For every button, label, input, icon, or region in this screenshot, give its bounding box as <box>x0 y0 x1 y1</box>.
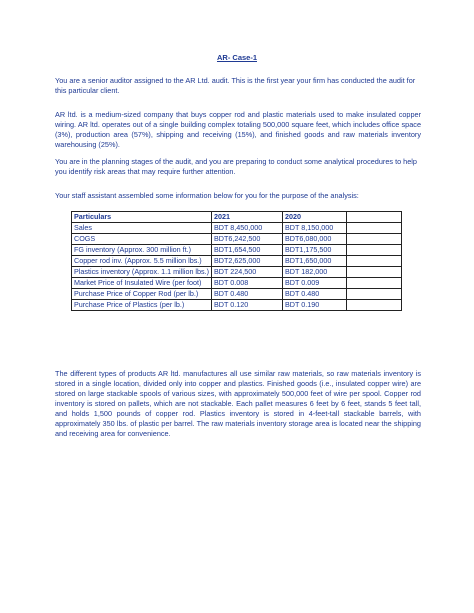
intro-paragraph: You are a senior auditor assigned to the AR Ltd. audit. This is the first year your firm has conducted the audit for this particular client. <box>55 76 416 95</box>
table-cell: BDT6,080,000 <box>283 234 347 245</box>
table-cell: BDT1,650,000 <box>283 256 347 267</box>
table-cell: BDT 224,500 <box>212 267 283 278</box>
table-cell <box>347 256 402 267</box>
table-cell: BDT 0.120 <box>212 300 283 311</box>
table-header-cell: Particulars <box>72 212 212 223</box>
table-cell <box>347 278 402 289</box>
table-cell: Purchase Price of Copper Rod (per lb.) <box>72 289 212 300</box>
table-header-cell <box>347 212 402 223</box>
table-header-cell: 2021 <box>212 212 283 223</box>
table-cell: BDT2,625,000 <box>212 256 283 267</box>
table-row <box>72 223 402 234</box>
table-cell <box>347 289 402 300</box>
table-row <box>72 267 402 278</box>
table-cell: COGS <box>72 234 212 245</box>
table-header-cell: 2020 <box>283 212 347 223</box>
table-cell <box>347 223 402 234</box>
table-cell <box>347 234 402 245</box>
table-cell: BDT 0.009 <box>283 278 347 289</box>
table-cell: BDT6,242,500 <box>212 234 283 245</box>
company-description-paragraph: AR ltd. is a medium-sized company that buys copper rod and plastic materials used to make insulated copper wiring. AR ltd. operates out of a single building complex totaling 500,000 square feet, which includes office space (3%), production area (57%), shipping and receiving (15%), and finished goods and raw materials inventory warehousing (25%). <box>55 110 421 149</box>
table-cell: BDT 8,150,000 <box>283 223 347 234</box>
table-row <box>72 234 402 245</box>
table-cell: Market Price of Insulated Wire (per foot) <box>72 278 212 289</box>
table-row <box>72 289 402 300</box>
table-cell: BDT 0.480 <box>212 289 283 300</box>
planning-paragraph: You are in the planning stages of the audit, and you are preparing to conduct some analytical procedures to help you identify risk areas that may require further attention. <box>55 157 417 176</box>
table-row <box>72 245 402 256</box>
table-cell: Copper rod inv. (Approx. 5.5 million lbs.) <box>72 256 212 267</box>
table-cell <box>347 300 402 311</box>
financial-data-table <box>71 211 402 311</box>
table-cell: BDT 0.480 <box>283 289 347 300</box>
table-row <box>72 256 402 267</box>
table-cell: FG inventory (Approx. 300 million ft.) <box>72 245 212 256</box>
table-cell: Sales <box>72 223 212 234</box>
table-cell: Plastics inventory (Approx. 1.1 million lbs.) <box>72 267 212 278</box>
table-cell: BDT 182,000 <box>283 267 347 278</box>
table-cell: BDT1,654,500 <box>212 245 283 256</box>
table-cell: BDT1,175,500 <box>283 245 347 256</box>
staff-assistant-paragraph: Your staff assistant assembled some information below for you for the purpose of the analysis: <box>55 191 359 200</box>
table-cell: BDT 8,450,000 <box>212 223 283 234</box>
inventory-storage-paragraph: The different types of products AR ltd. manufactures all use similar raw materials, so raw materials inventory is stored in a single location, divided only into copper and plastics. Finished goods (i.e., insulated copper wire) are stored on large stackable spools of various sizes, with approximately 500,000 feet of wire per spool. Copper rod inventory is stored on pallets, which are not stackable. Each pallet measures 6 feet by 6 feet, stands 5 feet tall, and holds 1,500 pounds of copper rod. Plastics inventory is stored in 4-feet-tall stackable barrels, with approximately 350 lbs. of plastic per barrel. The raw materials inventory storage area is located near the shipping and receiving area for convenience. <box>55 369 421 438</box>
table-cell <box>347 245 402 256</box>
table-cell: BDT 0.008 <box>212 278 283 289</box>
table-cell: BDT 0.190 <box>283 300 347 311</box>
document-title: AR- Case-1 <box>216 53 257 62</box>
table-header-row <box>72 212 402 223</box>
table-row <box>72 300 402 311</box>
table-cell <box>347 267 402 278</box>
table-row <box>72 278 402 289</box>
table-cell: Purchase Price of Plastics (per lb.) <box>72 300 212 311</box>
